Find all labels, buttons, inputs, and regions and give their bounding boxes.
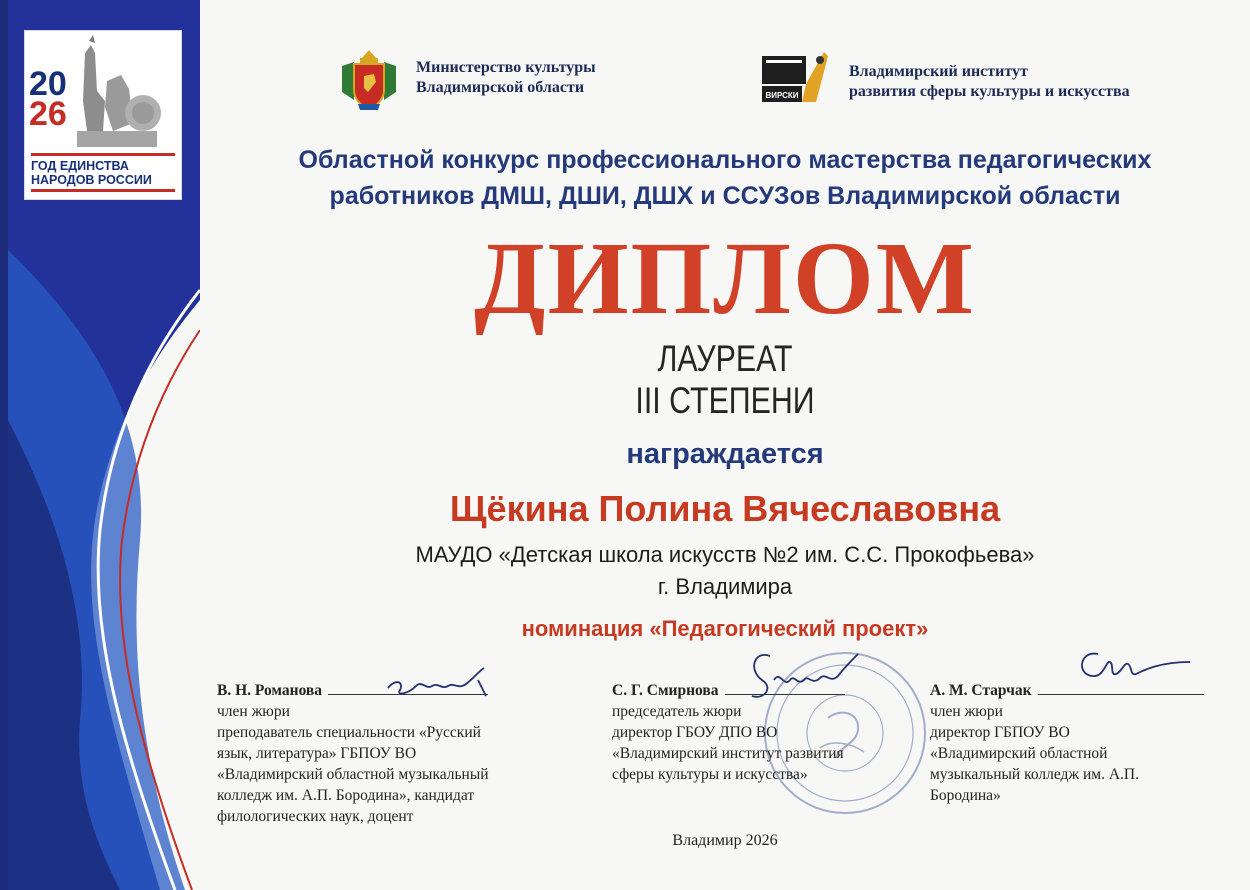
laureate-degree: ЛАУРЕАТ III СТЕПЕНИ	[635, 338, 815, 421]
diploma-title: ДИПЛОМ	[474, 221, 976, 336]
institute-name: Владимирский институт развития сферы культуры и искусства	[849, 63, 1130, 100]
signature-block-smirnova: С. Г. Смирнова председатель жюри директор ГБОУ ДПО ВО «Владимирский институт развития сферы культуры и искусства»	[612, 682, 844, 783]
signer-name: В. Н. Романова	[217, 682, 323, 699]
year-top: 20	[29, 65, 67, 103]
contest-title: Областной конкурс профессионального мастерства педагогических работников ДМШ, ДШИ, ДШХ и ССУЗов Владимирской области	[298, 146, 1152, 210]
institute-logo-text: ВИРСКИ	[765, 91, 799, 100]
signer-name: С. Г. Смирнова	[612, 682, 719, 699]
logo-red-stripe	[31, 153, 175, 156]
signature-block-starchak: А. М. Старчак член жюри директор ГБПОУ ВО «Владимирский областной музыкальный колледж им. А.П. Бородина»	[930, 680, 1230, 806]
coat-of-arms-icon	[338, 48, 400, 112]
year-bottom: 26	[29, 95, 67, 133]
year-motto: ГОД ЕДИНСТВА НАРОДОВ РОССИИ	[31, 159, 152, 187]
awarded-label: награждается	[626, 438, 824, 470]
year-of-unity-logo	[24, 30, 182, 200]
signer-name: А. М. Старчак	[930, 682, 1032, 699]
signature-block-romanova: В. Н. Романова член жюри преподаватель специальности «Русский язык, литература» ГБПОУ ВО «Владимирский областной музыкальный колледж им. А.П. Бородина», кандидат филологических наук, доцент	[217, 682, 489, 825]
institute-logo-icon	[760, 50, 830, 108]
city-year: Владимир 2026	[672, 832, 778, 849]
handwritten-signature-smirnova	[740, 640, 880, 710]
handwritten-signature-starchak	[1070, 640, 1200, 690]
recipient-name: Щёкина Полина Вячеславовна	[449, 488, 1001, 529]
year-number	[29, 65, 67, 133]
handwritten-signature-romanova	[382, 660, 522, 706]
nomination: номинация «Педагогический проект»	[521, 616, 929, 641]
school-name: МАУДО «Детская школа искусств №2 им. С.С. Прокофьева» г. Владимира	[415, 542, 1035, 599]
logo-bottom-stripe	[31, 189, 175, 192]
ministry-name: Министерство культуры Владимирской области	[416, 59, 596, 96]
